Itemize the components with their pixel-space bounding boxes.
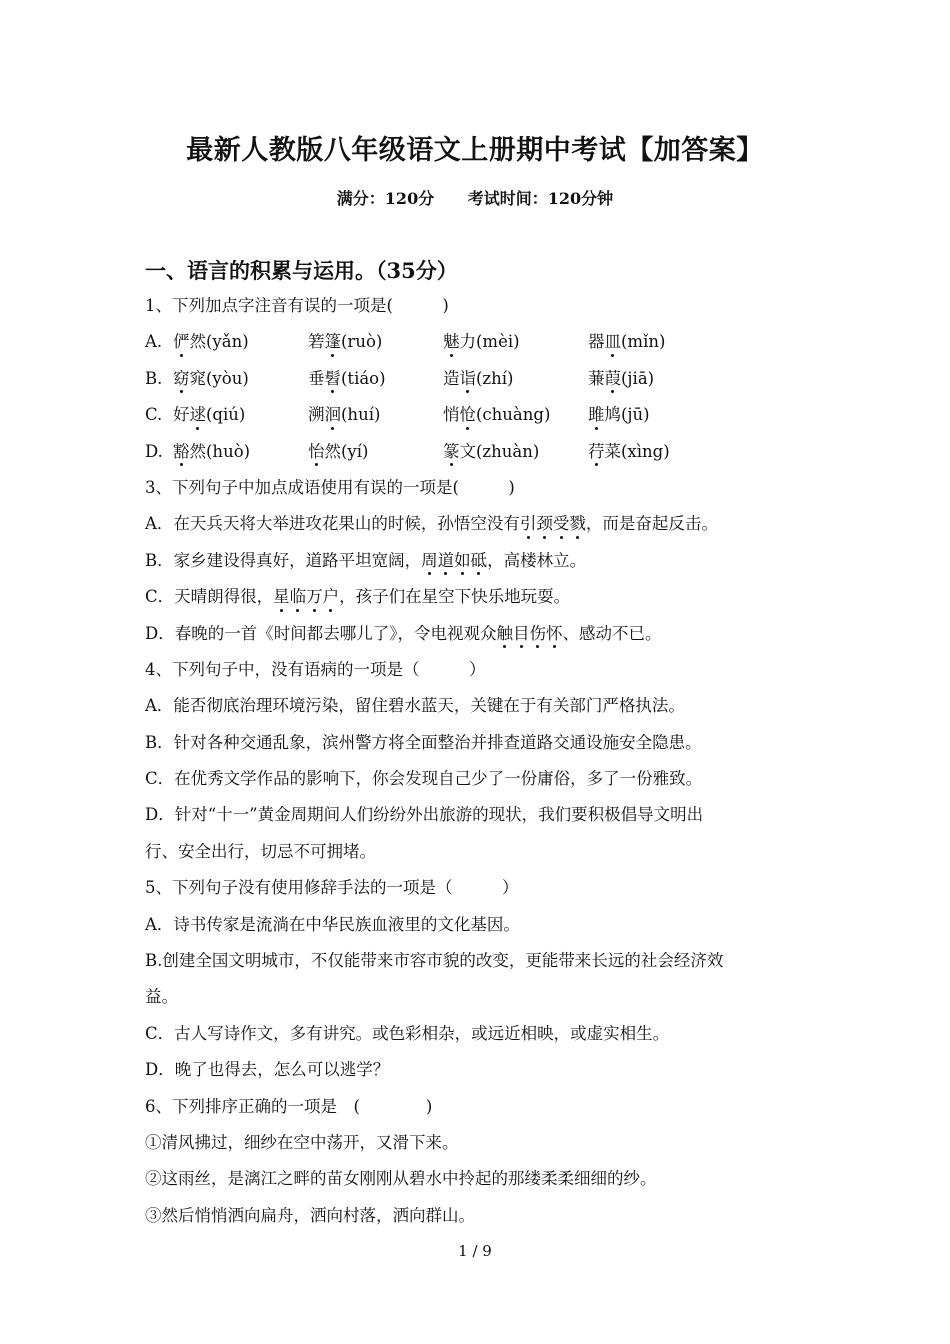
text-segment: B.创建全国文明城市，不仅能带来市容市貌的改变，更能带来长远的社会经济效 [145, 951, 724, 971]
text-segment: 好 [173, 405, 190, 425]
text-line [145, 506, 815, 542]
text-segment: 然(huò) [189, 441, 251, 461]
text-segment: 溯 [308, 405, 325, 425]
emphasized-char: 星 [273, 579, 290, 615]
text-line [145, 688, 815, 724]
text-segment: 窕(yòu) [189, 368, 249, 388]
text-segment: (qiú) [206, 405, 246, 425]
pinyin-item [443, 361, 588, 397]
pinyin-item [173, 434, 308, 470]
pinyin-item [443, 397, 588, 433]
text-segment: 、感动不已。 [562, 623, 662, 643]
option-label: C. [145, 405, 163, 425]
text-line [145, 1198, 815, 1234]
emphasized-char: 触 [496, 616, 513, 652]
text-segment: 行、安全出行，切忌不可拥堵。 [145, 841, 376, 861]
text-segment: 菜(xìng) [604, 441, 670, 461]
text-segment: 文(zhuàn) [459, 441, 540, 461]
emphasized-char: 雎 [588, 397, 605, 433]
emphasized-char: 道 [438, 543, 455, 579]
text-line [145, 761, 815, 797]
text-segment: ②这雨丝，是漓江之畔的苗女刚刚从碧水中拎起的那缕柔柔细细的纱。 [145, 1169, 657, 1189]
document-title: 最新人教版八年级语文上册期中考试【加答案】 [186, 135, 764, 166]
pinyin-item [588, 434, 723, 470]
text-segment: (ruò) [341, 332, 383, 352]
text-segment: C．在优秀文学作品的影响下，你会发现自己少了一份庸俗，多了一份雅致。 [145, 769, 703, 789]
emphasized-char: 窈 [173, 361, 190, 397]
emphasized-char: 豁 [173, 434, 190, 470]
pinyin-item [173, 397, 308, 433]
text-line [145, 725, 815, 761]
emphasized-char: 砥 [471, 543, 488, 579]
answer-option-row [145, 397, 815, 433]
text-segment: (tiáo) [341, 368, 386, 388]
emphasized-char: 俨 [173, 324, 190, 360]
answer-option-row [145, 324, 815, 360]
pinyin-item [443, 324, 588, 360]
text-line [145, 579, 815, 615]
pinyin-item [308, 397, 443, 433]
emphasized-char: 洄 [325, 397, 342, 433]
text-segment: 4、下列句子中，没有语病的一项是（ ） [145, 659, 486, 679]
emphasized-char: 伤 [529, 616, 546, 652]
text-line [145, 1161, 815, 1197]
emphasized-char: 颈 [536, 506, 553, 542]
emphasized-char: 受 [553, 506, 570, 542]
pinyin-item [588, 324, 723, 360]
text-segment: 悄 [443, 405, 460, 425]
page-number: 1 / 9 [458, 1242, 492, 1260]
text-line [145, 979, 815, 1015]
pinyin-item [308, 324, 443, 360]
emphasized-char: 临 [290, 579, 307, 615]
pinyin-item [173, 361, 308, 397]
text-line [145, 797, 815, 833]
emphasized-char: 逑 [190, 397, 207, 433]
text-segment: 益。 [145, 987, 178, 1007]
pinyin-item [173, 324, 308, 360]
option-label: B. [145, 368, 163, 388]
text-segment: D．针对“十一”黄金周期间人们纷纷外出旅游的现状，我们要积极倡导文明出 [145, 805, 704, 825]
text-segment: C．古人写诗作文，多有讲究。或色彩相杂，或远近相映，或虚实相生。 [145, 1023, 670, 1043]
pinyin-item [588, 397, 723, 433]
text-segment: 箬 [308, 332, 325, 352]
text-segment: 6、下列排序正确的一项是 ( ) [145, 1096, 433, 1116]
answer-option-row [145, 434, 815, 470]
text-segment: (chuàng) [476, 405, 551, 425]
emphasized-char: 怆 [460, 397, 477, 433]
text-segment: 然(yí) [324, 441, 369, 461]
text-segment: 5、下列句子没有使用修辞手法的一项是（ ） [145, 878, 519, 898]
text-line [145, 907, 815, 943]
text-segment: 力(mèi) [459, 332, 520, 352]
answer-option-row [145, 361, 815, 397]
emphasized-char: 髫 [325, 361, 342, 397]
question-body [145, 288, 815, 1234]
emphasized-char: 怡 [308, 434, 325, 470]
full-score: 满分：120分 [336, 189, 435, 208]
text-segment: A．能否彻底治理环境污染，留住碧水蓝天，关键在于有关部门严格执法。 [145, 696, 685, 716]
text-segment: 垂 [308, 368, 325, 388]
emphasized-char: 皿 [605, 324, 622, 360]
text-segment: D．春晚的一首《时间都去哪儿了》，令电视观众 [145, 623, 497, 643]
text-segment: (zhí) [476, 368, 514, 388]
emphasized-char: 户 [323, 579, 340, 615]
text-line [145, 1125, 815, 1161]
text-line [145, 1089, 815, 1125]
text-segment: 1、下列加点字注音有误的一项是( ) [145, 296, 449, 315]
emphasized-char: 篷 [325, 324, 342, 360]
text-line [145, 1016, 815, 1052]
text-segment: 造 [443, 368, 460, 388]
exam-info [0, 186, 950, 209]
emphasized-char: 戮 [569, 506, 586, 542]
emphasized-char: 目 [513, 616, 530, 652]
exam-time: 考试时间：120分钟 [467, 189, 614, 208]
text-line [145, 870, 815, 906]
emphasized-char: 葭 [605, 361, 622, 397]
text-segment: 器 [588, 332, 605, 352]
text-segment: (mǐn) [621, 332, 666, 352]
emphasized-char: 魅 [443, 324, 460, 360]
text-line [145, 834, 815, 870]
emphasized-char: 篆 [443, 434, 460, 470]
emphasized-char: 如 [454, 543, 471, 579]
text-line [145, 470, 815, 506]
emphasized-char: 周 [421, 543, 438, 579]
emphasized-char: 怀 [546, 616, 563, 652]
pinyin-item [308, 434, 443, 470]
text-segment: (jiā) [621, 368, 655, 388]
emphasized-char: 荇 [588, 434, 605, 470]
text-segment: A．在天兵天将大举进攻花果山的时候，孙悟空没有 [145, 514, 520, 534]
text-segment: ，高楼林立。 [487, 550, 587, 570]
text-segment: ①清风拂过，细纱在空中荡开，又滑下来。 [145, 1132, 459, 1152]
text-line [145, 652, 815, 688]
emphasized-char: 诣 [460, 361, 477, 397]
option-label: D. [145, 441, 163, 461]
emphasized-char: 引 [520, 506, 537, 542]
text-segment: ，而是奋起反击。 [585, 514, 718, 534]
text-segment: A．诗书传家是流淌在中华民族血液里的文化基因。 [145, 914, 520, 934]
pinyin-item [443, 434, 588, 470]
text-line [145, 1052, 815, 1088]
section-heading: 一、语言的积累与运用。（35分） [145, 258, 458, 283]
text-line [145, 543, 815, 579]
emphasized-char: 万 [306, 579, 323, 615]
text-line [145, 943, 815, 979]
pinyin-item [308, 361, 443, 397]
text-segment: B．家乡建设得真好，道路平坦宽阔， [145, 550, 422, 570]
text-segment: C．天晴朗得很， [145, 587, 274, 607]
text-segment: ③然后悄悄洒向扁舟，洒向村落，洒向群山。 [145, 1205, 475, 1225]
text-segment: 蒹 [588, 368, 605, 388]
text-segment: 3、下列句子中加点成语使用有误的一项是( ) [145, 477, 515, 497]
text-line [145, 288, 815, 324]
text-segment: ，孩子们在星空下快乐地玩耍。 [339, 587, 571, 607]
option-label: A. [145, 332, 163, 352]
text-segment: B．针对各种交通乱象，滨州警方将全面整治并排查道路交通设施安全隐患。 [145, 732, 702, 752]
pinyin-item [588, 361, 723, 397]
text-segment: D．晚了也得去，怎么可以逃学？ [145, 1060, 390, 1080]
text-segment: 然(yǎn) [189, 332, 249, 352]
text-segment: 鸠(jū) [604, 405, 650, 425]
text-segment: (huí) [341, 405, 381, 425]
text-line [145, 616, 815, 652]
